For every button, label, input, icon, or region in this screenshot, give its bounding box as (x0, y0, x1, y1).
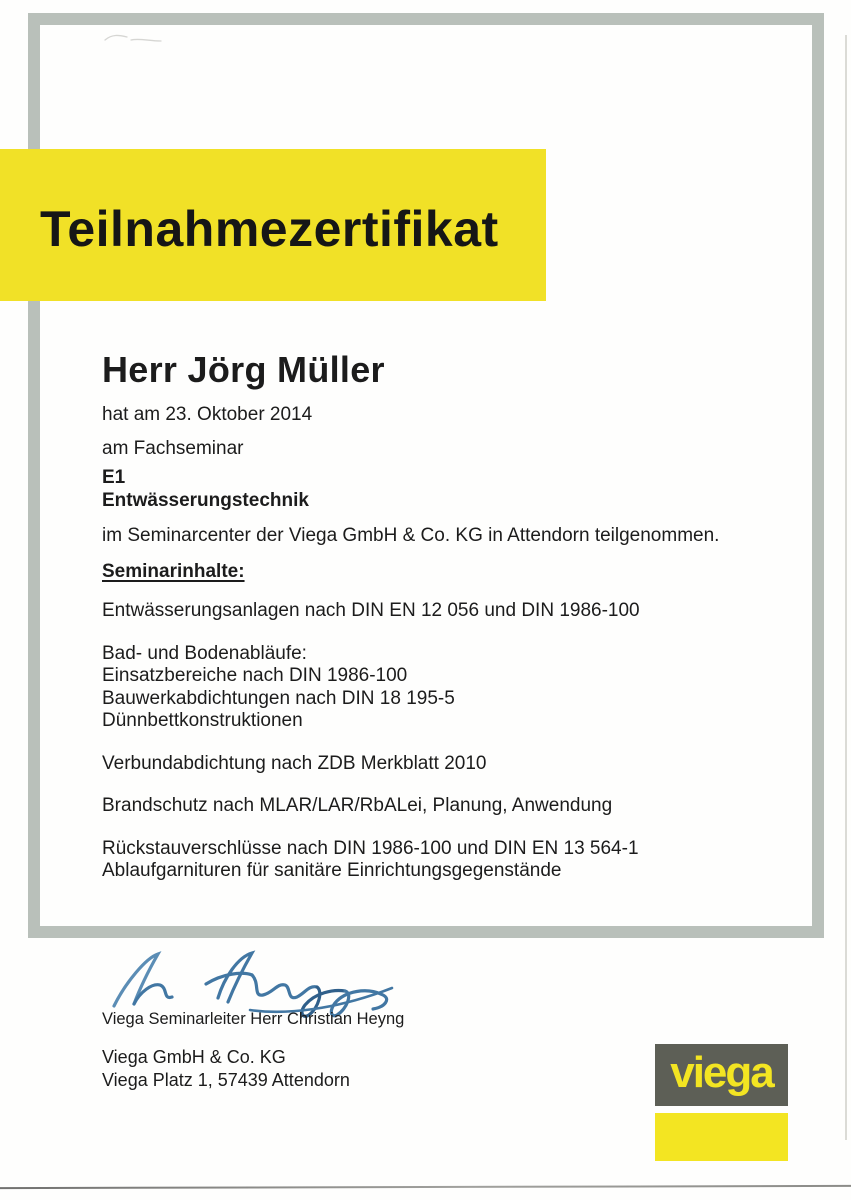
viega-logo-box (655, 1044, 788, 1106)
title-banner (0, 149, 546, 301)
content-line: Bauwerkabdichtungen nach DIN 18 195-5 (102, 687, 455, 709)
content-line: Einsatzbereiche nach DIN 1986-100 (102, 665, 408, 687)
seminar-intro-line: am Fachseminar (102, 437, 244, 459)
participation-line: im Seminarcenter der Viega GmbH & Co. KG in Attendorn teilgenommen. (102, 525, 720, 547)
signer-line: Viega Seminarleiter Herr Christian Heyng (102, 1010, 405, 1028)
content-group (102, 600, 782, 623)
company-address: Viega Platz 1, 57439 Attendorn (102, 1070, 350, 1090)
seminar-block (102, 467, 782, 512)
content-line: Bad- und Bodenabläufe: (102, 642, 307, 664)
content-group (102, 795, 782, 818)
content-line: Rückstauverschlüsse nach DIN 1986-100 und DIN EN 13 564-1 (102, 837, 639, 859)
content-line: Ablaufgarnituren für sanitäre Einrichtungsgegenstände (102, 860, 562, 882)
viega-logo-yellow-bar (655, 1113, 788, 1161)
seminar-code: E1 (102, 467, 126, 489)
scan-edge-artifact (845, 35, 847, 1140)
content-line: Entwässerungsanlagen nach DIN EN 12 056 und DIN 1986-100 (102, 600, 640, 622)
scan-bottom-line-artifact (0, 1185, 851, 1189)
company-name: Viega GmbH & Co. KG (102, 1047, 286, 1067)
pencil-scribble-icon (103, 31, 165, 47)
content-line: Verbundabdichtung nach ZDB Merkblatt 2010 (102, 752, 487, 774)
handwritten-signature-icon (100, 946, 400, 1018)
content-line: Dünnbettkonstruktionen (102, 710, 303, 732)
viega-logo-text: viega (670, 1047, 773, 1097)
viega-logo (655, 1044, 788, 1161)
content-group (102, 753, 782, 776)
contents-heading: Seminarinhalte: (102, 560, 245, 582)
content-group (102, 838, 782, 883)
company-block (102, 1046, 350, 1092)
page-title: Teilnahmezertifikat (40, 201, 499, 257)
recipient-name: Herr Jörg Müller (102, 349, 385, 390)
content-group (102, 643, 782, 733)
certificate-body (102, 351, 782, 883)
content-line: Brandschutz nach MLAR/LAR/RbALei, Planung, Anwendung (102, 795, 613, 817)
seminar-title: Entwässerungstechnik (102, 489, 309, 511)
date-line: hat am 23. Oktober 2014 (102, 404, 313, 426)
